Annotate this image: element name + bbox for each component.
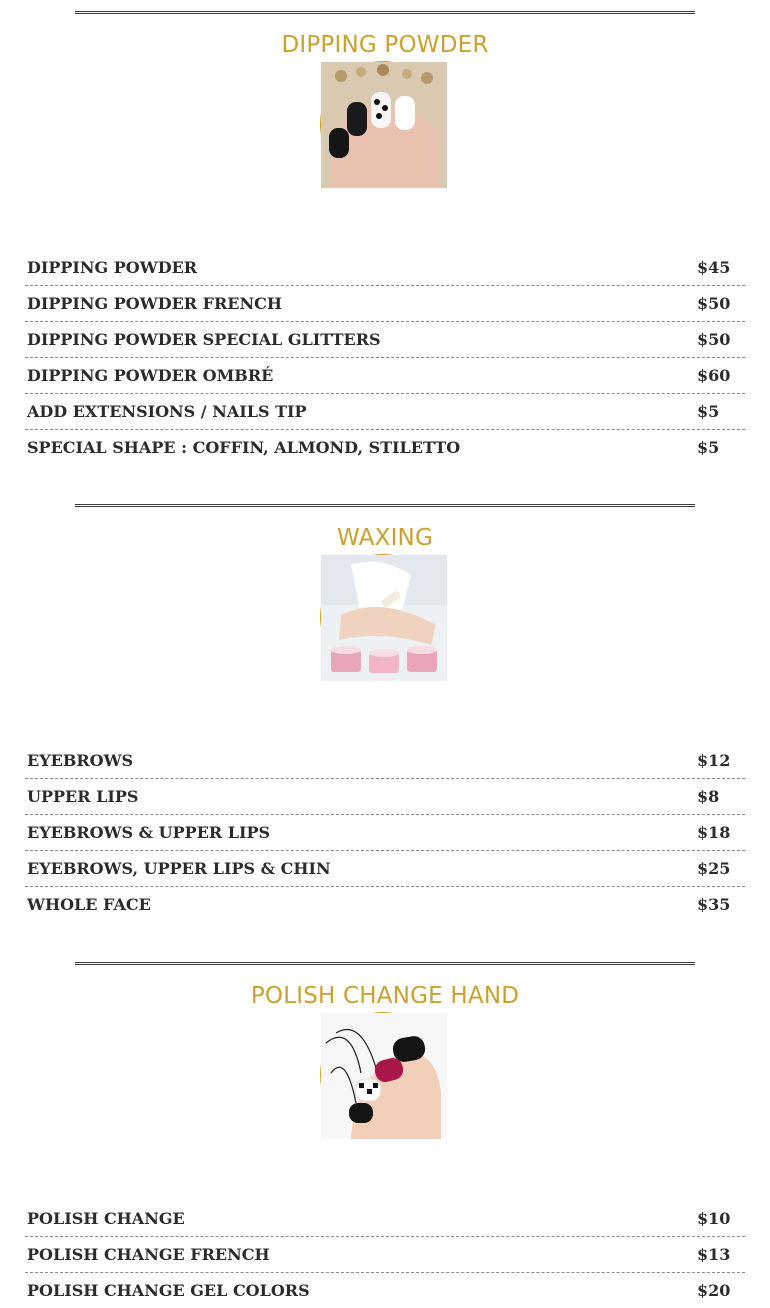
section-divider <box>75 11 695 14</box>
service-price: $35 <box>697 895 731 914</box>
service-name: EYEBROWS & UPPER LIPS <box>27 823 271 842</box>
service-name: DIPPING POWDER OMBRÉ <box>27 366 274 385</box>
list-item <box>25 1201 745 1237</box>
service-name: EYEBROWS <box>27 751 134 770</box>
price-list <box>25 743 745 922</box>
service-price: $25 <box>697 859 731 878</box>
service-price: $50 <box>697 330 731 349</box>
service-price: $10 <box>697 1209 731 1228</box>
service-name: SPECIAL SHAPE : COFFIN, ALMOND, STILETTO <box>27 438 461 457</box>
service-price: $5 <box>697 438 720 457</box>
service-name: UPPER LIPS <box>27 787 139 806</box>
price-list <box>25 1201 745 1308</box>
service-name: POLISH CHANGE <box>27 1209 185 1228</box>
service-name: DIPPING POWDER FRENCH <box>27 294 282 313</box>
service-price: $50 <box>697 294 731 313</box>
section-divider <box>75 504 695 507</box>
list-item <box>25 250 745 286</box>
service-price: $8 <box>697 787 720 806</box>
service-price: $13 <box>697 1245 731 1264</box>
list-item <box>25 779 745 815</box>
list-item <box>25 743 745 779</box>
service-name: EYEBROWS, UPPER LIPS & CHIN <box>27 859 331 878</box>
service-name: DIPPING POWDER <box>27 258 198 277</box>
service-price: $60 <box>697 366 731 385</box>
list-item <box>25 1237 745 1273</box>
list-item <box>25 851 745 887</box>
section-divider <box>75 962 695 965</box>
section-title: WAXING <box>337 525 433 551</box>
waxing-photo <box>320 554 446 680</box>
list-item <box>25 286 745 322</box>
service-name: DIPPING POWDER SPECIAL GLITTERS <box>27 330 381 349</box>
list-item <box>25 358 745 394</box>
polish-change-photo <box>320 1012 446 1138</box>
service-name: WHOLE FACE <box>27 895 151 914</box>
section-title: DIPPING POWDER <box>281 32 489 58</box>
list-item <box>25 430 745 465</box>
section-title: POLISH CHANGE HAND <box>250 983 520 1009</box>
service-price: $18 <box>697 823 731 842</box>
service-name: POLISH CHANGE FRENCH <box>27 1245 270 1264</box>
list-item <box>25 815 745 851</box>
list-item <box>25 322 745 358</box>
service-price: $5 <box>697 402 720 421</box>
list-item <box>25 887 745 922</box>
dipping-powder-photo <box>320 61 446 187</box>
service-price: $12 <box>697 751 731 770</box>
service-name: POLISH CHANGE GEL COLORS <box>27 1281 310 1300</box>
service-price: $20 <box>697 1281 731 1300</box>
price-list <box>25 250 745 465</box>
list-item <box>25 394 745 430</box>
service-name: ADD EXTENSIONS / NAILS TIP <box>27 402 307 421</box>
service-price: $45 <box>697 258 731 277</box>
list-item <box>25 1273 745 1308</box>
